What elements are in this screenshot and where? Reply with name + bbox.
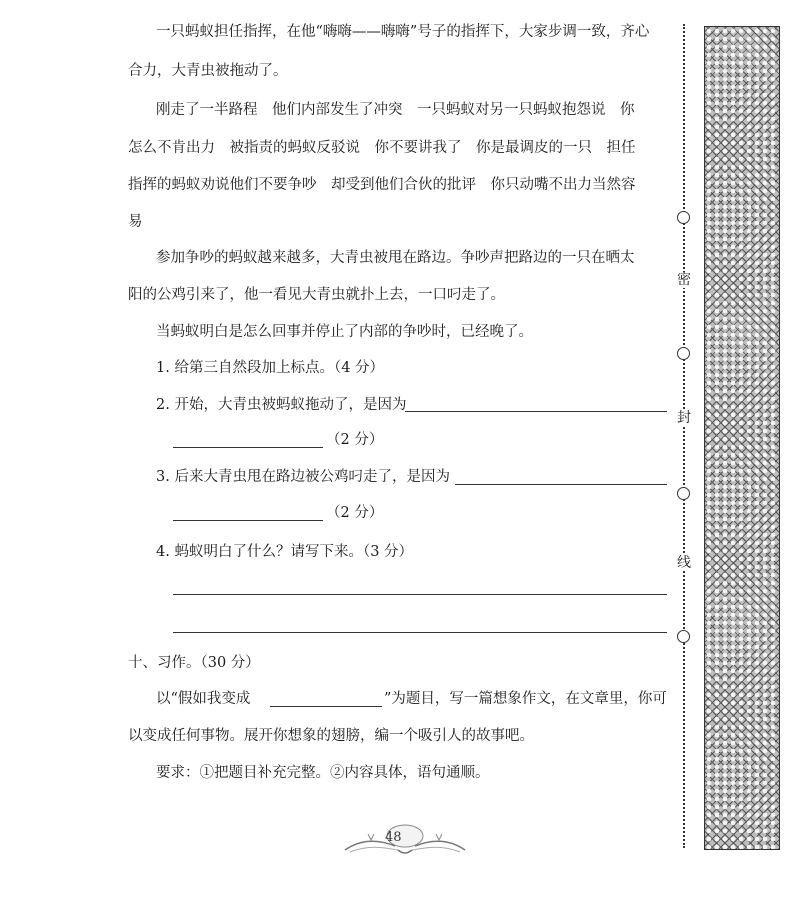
page-number: 48 <box>385 830 402 845</box>
binding-strip-pattern <box>704 26 780 850</box>
question-2: 2. 开始，大青虫被蚂蚁拖动了，是因为 <box>156 397 407 413</box>
seal-char-feng: 封 <box>677 410 691 426</box>
answer-line-q4-2[interactable] <box>173 632 667 633</box>
footer-ornament-icon <box>340 822 470 858</box>
answer-blank-q3-cont[interactable] <box>173 520 323 521</box>
answer-line-q4-1[interactable] <box>173 594 667 595</box>
essay-prompt-b: ”为题目，写一篇想象作文，在文章里，你可 <box>384 691 667 707</box>
passage-line: 阳的公鸡引来了，他一看见大青虫就扑上去，一口叼走了。 <box>128 287 505 303</box>
passage-line: 当蚂蚁明白是怎么回事并停止了内部的争吵时，已经晚了。 <box>156 324 533 340</box>
question-3: 3. 后来大青虫甩在路边被公鸡叼走了，是因为 <box>156 469 450 485</box>
binding-hole-icon <box>677 347 690 360</box>
essay-title-blank[interactable] <box>270 706 382 707</box>
answer-blank-q3[interactable] <box>455 484 667 485</box>
question-4: 4. 蚂蚁明白了什么？请写下来。（3 分） <box>156 544 414 560</box>
binding-hole-icon <box>677 487 690 500</box>
seal-dotted-line <box>683 24 685 848</box>
answer-blank-q2[interactable] <box>405 411 667 412</box>
question-3-score: （2 分） <box>326 505 384 521</box>
essay-prompt-a: 以“假如我变成 <box>156 691 251 707</box>
passage-line: 指挥的蚂蚁劝说他们不要争吵 却受到他们合伙的批评 你只动嘴不出力当然容 <box>128 177 636 193</box>
essay-requirements: 要求：①把题目补充完整。②内容具体，语句通顺。 <box>156 765 490 781</box>
section-heading: 十、习作。（30 分） <box>128 655 260 671</box>
passage-line: 刚走了一半路程 他们内部发生了冲突 一只蚂蚁对另一只蚂蚁抱怨说 你 <box>156 102 635 118</box>
passage-line: 参加争吵的蚂蚁越来越多，大青虫被甩在路边。争吵声把路边的一只在晒太 <box>156 250 635 266</box>
seal-char-mi: 密 <box>677 272 691 288</box>
seal-char-xian: 线 <box>677 555 691 571</box>
passage-line: 易 <box>128 214 143 230</box>
passage-line: 合力，大青虫被拖动了。 <box>128 63 288 79</box>
binding-hole-icon <box>677 211 690 224</box>
question-1: 1. 给第三自然段加上标点。（4 分） <box>156 360 385 376</box>
passage-line: 怎么不肯出力 被指责的蚂蚁反驳说 你不要讲我了 你是最调皮的一只 担任 <box>128 140 636 156</box>
passage-line: 一只蚂蚁担任指挥，在他“嗨嗨——嗨嗨”号子的指挥下，大家步调一致，齐心 <box>156 24 650 40</box>
question-2-score: （2 分） <box>326 432 384 448</box>
answer-blank-q2-cont[interactable] <box>173 447 323 448</box>
binding-hole-icon <box>677 630 690 643</box>
essay-prompt-line: 以变成任何事物。展开你想象的翅膀，编一个吸引人的故事吧。 <box>128 728 534 744</box>
